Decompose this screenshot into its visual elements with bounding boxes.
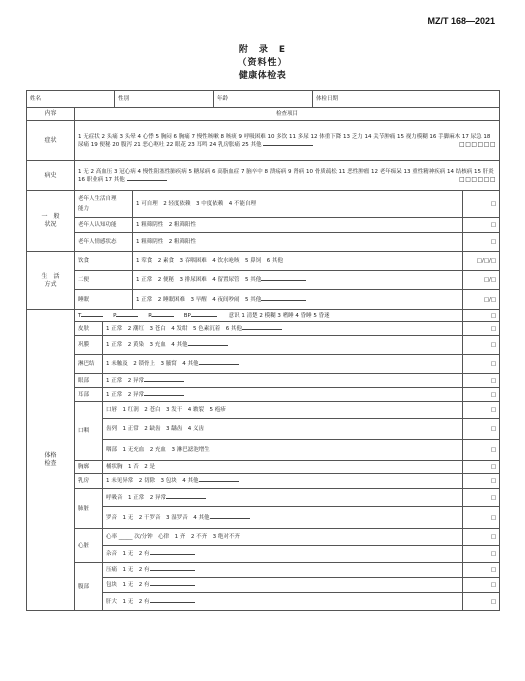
appendix-type: （资料性） [237, 58, 288, 68]
general-row-3 [27, 233, 500, 252]
lung-label: 肺脏 [75, 489, 103, 529]
health-exam-form [26, 90, 500, 611]
liver-checkbox[interactable]: □ [463, 593, 500, 611]
diet-label: 饮食 [75, 252, 133, 271]
thorax-label: 胸廓 [75, 461, 103, 474]
mass-blank[interactable] [150, 585, 195, 586]
breast-label: 乳房 [75, 474, 103, 489]
bowel-other-blank[interactable] [261, 280, 306, 281]
breath-sound-checkbox[interactable]: □ [463, 489, 500, 507]
lymph-row [27, 355, 500, 374]
gender-field[interactable] [115, 91, 214, 107]
rales-options[interactable]: 罗音 1 无 2 干罗音 3 湿罗音 4 其他 [103, 507, 463, 529]
diet-checkbox[interactable]: □/□/□ [463, 252, 500, 271]
bowel-checkbox[interactable]: □/□ [463, 271, 500, 290]
self-care-checkbox[interactable]: □ [463, 191, 500, 218]
info-row [27, 91, 500, 108]
history-label: 病史 [27, 161, 75, 191]
consciousness-options[interactable]: 意识 1 清楚 2 模糊 3 嗜睡 4 昏睡 5 昏迷 [228, 312, 330, 319]
thorax-checkbox[interactable]: □ [463, 461, 500, 474]
general-row-1 [27, 191, 500, 218]
vitals-fields[interactable] [75, 310, 463, 322]
vitals-row [27, 310, 500, 322]
exam-date-field[interactable] [313, 91, 499, 107]
abdomen-label: 腹部 [75, 563, 103, 611]
lifestyle-row-2 [27, 271, 500, 290]
standard-code: MZ/T 168—2021 [427, 16, 495, 26]
thorax-options[interactable]: 桶状胸 1 否 2 是 [103, 461, 463, 474]
history-other-blank[interactable] [127, 180, 167, 181]
cognition-options[interactable]: 1 粗筛阴性 2 粗筛阳性 [133, 218, 463, 233]
tenderness-options[interactable]: 压痛 1 无 2 有 [103, 563, 463, 578]
breath-sound-options[interactable]: 呼吸音 1 正常 2 异常 [103, 489, 463, 507]
sclera-options[interactable]: 1 正常 2 黄染 3 充血 4 其他 [103, 336, 463, 355]
breast-options[interactable]: 1 未见异常 2 切除 3 包块 4 其他 [103, 474, 463, 489]
emotion-checkbox[interactable]: □ [463, 233, 500, 252]
sleep-label: 睡眠 [75, 290, 133, 310]
eye-other-blank[interactable] [144, 381, 184, 382]
mass-checkbox[interactable]: □ [463, 578, 500, 593]
age-label: 年龄 [217, 96, 229, 102]
eye-label: 眼部 [75, 374, 103, 388]
general-row-2 [27, 218, 500, 233]
lymph-options[interactable]: 1 未触及 2 锁骨上 3 腋窝 4 其他 [103, 355, 463, 374]
history-checkboxes[interactable]: □□□□□□ [459, 175, 497, 183]
tenderness-blank[interactable] [150, 570, 195, 571]
eye-row [27, 374, 500, 388]
self-care-label: 老年人生活自理 能力 [75, 191, 133, 218]
diet-options[interactable]: 1 荤食 2 素食 3 吞咽困难 4 饮水呛咳 5 鼻饲 6 其他 [133, 252, 463, 271]
breath-sound-row [27, 489, 500, 507]
name-field[interactable] [27, 91, 115, 107]
heart-rate-row [27, 529, 500, 546]
bowel-label: 二便 [75, 271, 133, 290]
sleep-checkbox[interactable]: □/□ [463, 290, 500, 310]
appendix-label: 附 录 E [238, 45, 287, 55]
skin-checkbox[interactable]: □ [463, 322, 500, 336]
lifestyle-row-3 [27, 290, 500, 310]
skin-options[interactable]: 1 正常 2 潮红 3 苍白 4 发绀 5 色素沉着 6 其他 [103, 322, 463, 336]
name-label: 姓名 [30, 96, 42, 102]
exam-items-label: 检查项目 [75, 108, 500, 121]
thorax-row [27, 461, 500, 474]
tenderness-checkbox[interactable]: □ [463, 563, 500, 578]
skin-label: 皮肤 [75, 322, 103, 336]
rales-other-blank[interactable] [210, 518, 250, 519]
ear-other-blank[interactable] [144, 395, 184, 396]
symptoms-other-blank[interactable] [263, 145, 313, 146]
pulse-label: P [113, 312, 117, 319]
content-label: 内容 [27, 108, 75, 121]
ear-checkbox[interactable]: □ [463, 388, 500, 402]
ear-row [27, 388, 500, 402]
lymph-checkbox[interactable]: □ [463, 355, 500, 374]
lymph-label: 淋巴结 [75, 355, 103, 374]
sleep-other-blank[interactable] [261, 300, 306, 301]
history-row [27, 161, 500, 191]
physical-exam-label: 体格 检查 [27, 310, 75, 611]
history-options[interactable] [75, 161, 500, 191]
bp-label: BP [183, 312, 191, 319]
document-header [0, 44, 525, 83]
lips-row [27, 402, 500, 419]
bp-blank[interactable] [191, 316, 217, 317]
temp-blank[interactable] [81, 316, 103, 317]
bowel-options[interactable]: 1 正常 2 便秘 3 排尿困难 4 留置尿管 5 其他 [133, 271, 463, 290]
eye-checkbox[interactable]: □ [463, 374, 500, 388]
form-title: 健康体检表 [238, 71, 287, 81]
age-field[interactable] [214, 91, 313, 107]
sclera-other-blank[interactable] [188, 345, 228, 346]
cognition-label: 老年人认知功能 [75, 218, 133, 233]
breast-other-blank[interactable] [199, 481, 239, 482]
breast-checkbox[interactable]: □ [463, 474, 500, 489]
murmur-blank[interactable] [150, 554, 195, 555]
skin-other-blank[interactable] [242, 329, 282, 330]
sclera-row [27, 336, 500, 355]
temp-label: T [78, 312, 82, 319]
symptoms-text: 1 无症状 2 头痛 3 头晕 4 心悸 5 胸闷 6 胸痛 7 慢性咳嗽 8 咳痰 9 呼吸困难 10 多饮 11 多尿 12 体重下降 13 乏力 14 关节肿痛 15 视力模糊 16 手脚麻木 17 尿急 18 尿痛 19 便秘 20 腹泻 21 恶心呕吐 22 眼花 23 耳鸣 24 乳房胀痛 25 其他 [78, 133, 491, 148]
lifestyle-row-1 [27, 252, 500, 271]
lifestyle-label: 生 活 方式 [27, 252, 75, 310]
lips-checkbox[interactable]: □ [463, 402, 500, 419]
pharynx-checkbox[interactable]: □ [463, 440, 500, 461]
liver-blank[interactable] [150, 602, 195, 603]
ear-label: 耳部 [75, 388, 103, 402]
skin-row [27, 322, 500, 336]
symptoms-label: 症状 [27, 121, 75, 161]
rales-checkbox[interactable]: □ [463, 507, 500, 529]
history-text: 1 无 2 高血压 3 冠心病 4 慢性阻塞性肺疾病 5 糖尿病 6 高脂血症 7 脑卒中 8 溃疡病 9 肾病 10 骨质疏松 11 恶性肿瘤 12 老年痴呆 13 重性精神疾病 14 结核病 15 肝炎 16 职业病 17 其他 [78, 168, 494, 183]
breath-sound-blank[interactable] [166, 498, 206, 499]
eye-options[interactable]: 1 正常 2 异常 [103, 374, 463, 388]
pulse-blank[interactable] [116, 316, 138, 317]
gender-label: 性别 [118, 96, 130, 102]
pharynx-options[interactable]: 咽部 1 无充血 2 充血 3 淋巴滤泡增生 [103, 440, 463, 461]
breast-row [27, 474, 500, 489]
resp-label: R [148, 312, 153, 319]
cognition-checkbox[interactable]: □ [463, 218, 500, 233]
emotion-options[interactable]: 1 粗筛阴性 2 粗筛阳性 [133, 233, 463, 252]
murmur-checkbox[interactable]: □ [463, 546, 500, 563]
tenderness-row [27, 563, 500, 578]
resp-blank[interactable] [152, 316, 174, 317]
sleep-options[interactable]: 1 正常 2 睡眠困难 3 早醒 4 夜间吵闹 5 其他 [133, 290, 463, 310]
murmur-options[interactable]: 杂音 1 无 2 有 [103, 546, 463, 563]
heart-rate-checkbox[interactable]: □ [463, 529, 500, 546]
mass-options[interactable]: 包块 1 无 2 有 [103, 578, 463, 593]
sclera-checkbox[interactable]: □ [463, 336, 500, 355]
heart-rate-options[interactable]: 心率 _____ 次/分钟 心律 1 齐 2 不齐 3 绝对不齐 [103, 529, 463, 546]
sclera-label: 巩膜 [75, 336, 103, 355]
self-care-options[interactable]: 1 可自理 2 轻度依赖 3 中度依赖 4 不能自理 [133, 191, 463, 218]
symptoms-row [27, 121, 500, 161]
ear-options[interactable]: 1 正常 2 异常 [103, 388, 463, 402]
oropharynx-label: 口咽 [75, 402, 103, 461]
symptoms-options[interactable] [75, 121, 500, 161]
teeth-checkbox[interactable]: □ [463, 419, 500, 440]
liver-options[interactable]: 肝大 1 无 2 有 [103, 593, 463, 611]
consciousness-checkbox[interactable]: □ [463, 310, 500, 322]
general-status-label: 一 般 状况 [27, 191, 75, 252]
symptoms-checkboxes[interactable]: □□□□□□ [459, 140, 497, 148]
exam-date-label: 体检日期 [316, 96, 339, 102]
heart-label: 心脏 [75, 529, 103, 563]
lips-options[interactable]: 口唇 1 红润 2 苍白 3 发干 4 皲裂 5 疱疹 [103, 402, 463, 419]
teeth-options[interactable]: 齿列 1 正常 2 缺齿 3 龋齿 4 义齿 [103, 419, 463, 440]
content-header-row [27, 108, 500, 121]
lymph-other-blank[interactable] [199, 364, 239, 365]
emotion-label: 老年人情感状态 [75, 233, 133, 252]
